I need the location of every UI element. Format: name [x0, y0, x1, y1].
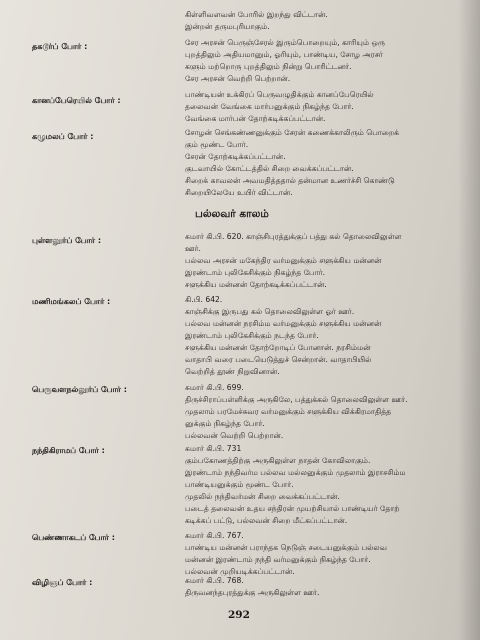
text-line: சிறையிலேயே உயிர் விட்டான்.	[185, 188, 293, 197]
entry-title: கழுமலப் போர் :	[32, 132, 94, 141]
text-line: சளுக்கிய மன்னன் தோற்றோடிப் போனான். நரசிம்மன்	[185, 343, 371, 352]
entry-title: விழிஞப் போர் :	[32, 578, 93, 587]
entry-title: தகடூர்ப் போர் :	[32, 42, 88, 51]
text-line: கி.பி. 642.	[185, 295, 223, 304]
text-line: கும்பகோணத்திற்கு அருகிலுள்ள நாதன் கோவிலாகும்.	[185, 456, 371, 465]
text-line: ஊர்.	[185, 244, 201, 253]
text-line: சுமார் கி.பி. 767.	[185, 531, 244, 540]
text-line: கிள்ளிவளவன் போரில் இறந்து விட்டான்.	[185, 10, 328, 19]
text-line: பாண்டியன் உக்கிரப் பெருவழுதிக்கும் கானப்பேரெயில்	[185, 90, 374, 99]
text-line: கடிக்கப் பட்டு, பல்லவன் சிறை மீட்கப்பட்டான்.	[185, 516, 348, 525]
text-line: னுக்கும் நிகழ்ந்த போர்.	[185, 419, 265, 428]
text-line: மன்னன் இரண்டாம் நந்தி வர்மனுக்கும் நிகழ்ந்த போர்.	[185, 555, 371, 564]
text-line: சுமார் கி.பி. 731	[185, 444, 242, 453]
entry-title: பெருவளநல்லூர்ப் போர் :	[32, 385, 127, 394]
text-line: சுமார் கி.பி. 620. காஞ்சிபுரத்துக்குப் பத்து கல் தொலைவிலுள்ள	[185, 232, 402, 241]
entry-title: மணிமங்கலப் போர் :	[32, 297, 111, 306]
text-line: இன்றன் தருமபுரியாகும்.	[185, 22, 270, 31]
text-line: முதலாம் பரமேச்சுவர வர்மனுக்கும் சளுக்கிய விக்கிரமாதித்த	[185, 407, 392, 416]
text-line: சோழன் செங்கண்ணனுக்கும் சேரன் கணைக்காலிரும் பொறைக்	[185, 128, 400, 137]
text-line: பல்லவன் வெற்றி பெற்றான்.	[185, 431, 284, 440]
text-line: பல்லவ அரசன் மகேந்திர வர்மனுக்கும் சளுக்கிய மன்னன்	[185, 256, 382, 265]
text-line: சேர அரசன் வெற்றி பெற்றான்.	[185, 74, 291, 83]
text-line: வாதாபி வரை படையெடுத்துச் சென்றான். வாதாபியில்	[185, 355, 372, 364]
text-line: களும் மற்றொரு புறத்திலும் நின்று பொரிட்டனர்.	[185, 62, 352, 71]
page-number: 292	[228, 609, 250, 621]
text-line: பாண்டிய மன்னன் பராந்தக நெடுஞ் சடையனுக்கும் பல்லவ	[185, 543, 387, 552]
text-line: திருச்சிராப்பள்ளிக்கு அருகிலே, பத்துக்கல் தொலைவிலுள்ள ஊர்.	[185, 395, 408, 404]
text-line: புறத்திலும் அதியமானும், ஓரியும், பாண்டிய, சோழ அரசர்	[185, 50, 383, 59]
section-heading: பல்லவர் காலம்	[195, 208, 269, 220]
text-line: சளுக்கிய மன்னன் தோற்கடிக்கப்பட்டான்.	[185, 280, 327, 289]
text-line: சேரன் தோற்கடிக்கப்பட்டான்.	[185, 152, 286, 161]
text-line: இரண்டாம் புலிகேசிக்கும் நடந்த போர்.	[185, 331, 319, 340]
text-line: வேங்கை மார்பன் தோற்கடிக்கப்பட்டான்.	[185, 114, 326, 123]
entry-title: கானப்பேரெயில் போர் :	[32, 96, 121, 105]
text-line: வெற்றித் தூண் நிறுவினான்.	[185, 367, 280, 376]
text-line: பல்லவன் முறியடிக்கப்பட்டான்.	[185, 567, 295, 576]
text-line: பல்லவ மன்னன் நரசிம்ம வர்மனுக்கும் சளுக்கிய மன்னன்	[185, 319, 382, 328]
text-line: குடவாயில் கோட்டத்தில் சிறை வைக்கப்பட்டான்.	[185, 164, 354, 173]
text-line: தலைவன் வேங்கை மார்பனுக்கும் நிகழ்ந்த போர்.	[185, 102, 354, 111]
text-line: சேர அரசன் பெருஞ்சேரல் இரும்பொறையும், காரியும் ஒரு	[185, 38, 385, 47]
text-line: சிறைக் காவலன் அவமதித்ததால் தன்மான உணர்ச்சி கொண்டு	[185, 176, 395, 185]
page-edge-shadow	[458, 0, 480, 640]
text-line: கும் மூண்ட போர்.	[185, 140, 249, 149]
text-line: பாண்டியனுக்கும் மூண்ட போர்.	[185, 480, 294, 489]
entry-title: நந்திகிராமப் போர் :	[32, 446, 105, 455]
entry-title: புள்ளலூர்ப் போர் :	[32, 236, 102, 245]
text-line: இரண்டாம் புலிகேசிக்கும் நிகழ்ந்த போர்.	[185, 268, 326, 277]
text-line: முதலில் நந்திவர்மன் சிறை வைக்கப்பட்டான்.	[185, 492, 340, 501]
text-line: சுமார் கி.பி. 768.	[185, 576, 244, 585]
text-line: திருவனந்தபுரத்துக்கு அருகிலுள்ள ஊர்.	[185, 588, 320, 597]
text-line: காஞ்சிக்கு இருபது கல் தொலைவிலுள்ள ஓர் ஊர்.	[185, 307, 355, 316]
text-line: சுமார் கி.பி. 699.	[185, 383, 244, 392]
entry-title: பெண்ணாகடப் போர் :	[32, 533, 115, 542]
text-line: படைத் தலைவன் உதய சந்திரன் முயற்சியால் பாண்டியர் தோற்	[185, 504, 400, 513]
text-line: இரண்டாம் நந்திவர்ம பல்லவ மல்லனுக்கும் முதலாம் இராசசிம்ம	[185, 468, 406, 477]
